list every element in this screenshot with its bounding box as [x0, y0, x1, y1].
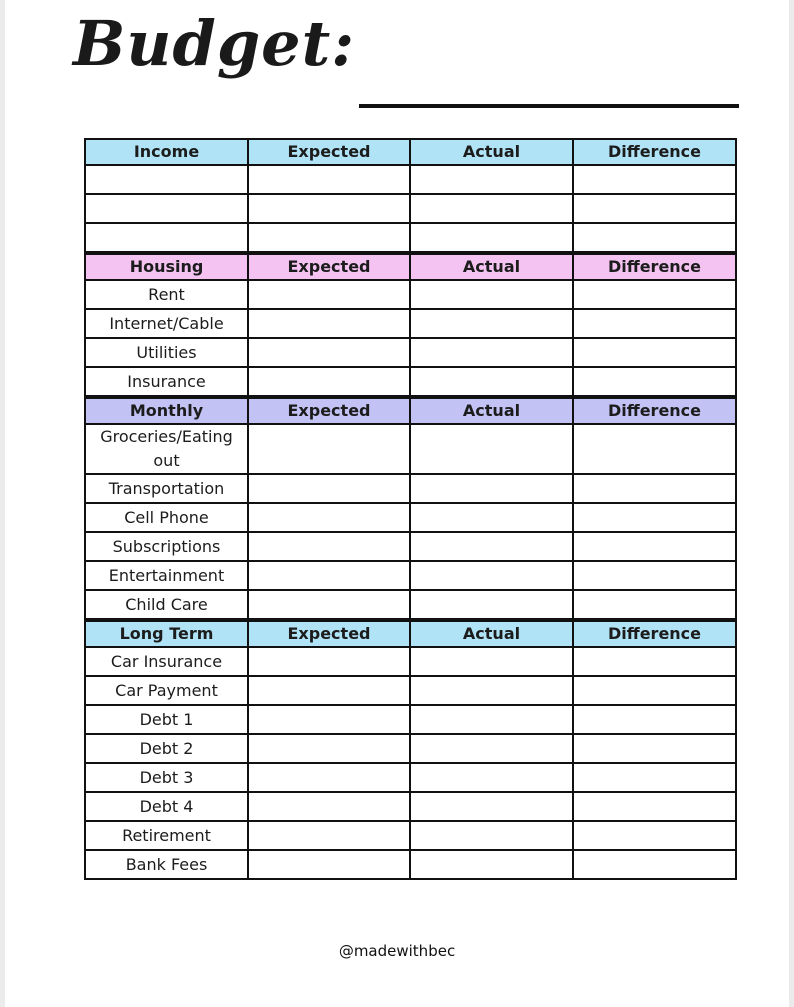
- actual-cell[interactable]: [410, 280, 573, 309]
- actual-cell[interactable]: [410, 821, 573, 850]
- expected-cell[interactable]: [248, 532, 410, 561]
- table-row: [85, 821, 736, 850]
- actual-cell[interactable]: [410, 850, 573, 879]
- actual-cell[interactable]: [410, 561, 573, 590]
- row-label: Car Insurance: [85, 647, 248, 676]
- expected-cell[interactable]: [248, 367, 410, 397]
- actual-cell[interactable]: [410, 647, 573, 676]
- actual-cell[interactable]: [410, 590, 573, 620]
- row-label: Debt 2: [85, 734, 248, 763]
- difference-cell[interactable]: [573, 676, 736, 705]
- expected-cell[interactable]: [248, 763, 410, 792]
- column-header-actual: Actual: [410, 139, 573, 165]
- actual-cell[interactable]: [410, 792, 573, 821]
- actual-cell[interactable]: [410, 503, 573, 532]
- expected-cell[interactable]: [248, 821, 410, 850]
- table-row: [85, 194, 736, 223]
- actual-cell[interactable]: [410, 424, 573, 474]
- table-row: [85, 309, 736, 338]
- expected-cell[interactable]: [248, 850, 410, 879]
- row-label: Child Care: [85, 590, 248, 620]
- difference-cell[interactable]: [573, 223, 736, 253]
- table-row: [85, 474, 736, 503]
- row-label: [85, 194, 248, 223]
- table-row: [85, 647, 736, 676]
- difference-cell[interactable]: [573, 792, 736, 821]
- section-label: Housing: [85, 253, 248, 280]
- row-label: Debt 4: [85, 792, 248, 821]
- actual-cell[interactable]: [410, 338, 573, 367]
- actual-cell[interactable]: [410, 532, 573, 561]
- expected-cell[interactable]: [248, 194, 410, 223]
- column-header-expected: Expected: [248, 397, 410, 424]
- difference-cell[interactable]: [573, 367, 736, 397]
- table-row: [85, 532, 736, 561]
- column-header-actual: Actual: [410, 397, 573, 424]
- difference-cell[interactable]: [573, 763, 736, 792]
- row-label: Retirement: [85, 821, 248, 850]
- row-label: Bank Fees: [85, 850, 248, 879]
- column-header-difference: Difference: [573, 139, 736, 165]
- difference-cell[interactable]: [573, 309, 736, 338]
- column-header-difference: Difference: [573, 397, 736, 424]
- column-header-difference: Difference: [573, 253, 736, 280]
- expected-cell[interactable]: [248, 165, 410, 194]
- actual-cell[interactable]: [410, 165, 573, 194]
- difference-cell[interactable]: [573, 338, 736, 367]
- row-label: Groceries/Eating out: [85, 424, 248, 474]
- table-row: [85, 165, 736, 194]
- difference-cell[interactable]: [573, 590, 736, 620]
- section-header-income: [85, 139, 736, 165]
- row-label: [85, 165, 248, 194]
- page-title: Budget:: [73, 7, 356, 80]
- difference-cell[interactable]: [573, 474, 736, 503]
- expected-cell[interactable]: [248, 705, 410, 734]
- column-header-expected: Expected: [248, 253, 410, 280]
- row-label: Utilities: [85, 338, 248, 367]
- table-row: [85, 280, 736, 309]
- expected-cell[interactable]: [248, 590, 410, 620]
- section-header-long-term: [85, 620, 736, 647]
- expected-cell[interactable]: [248, 676, 410, 705]
- difference-cell[interactable]: [573, 503, 736, 532]
- actual-cell[interactable]: [410, 309, 573, 338]
- expected-cell[interactable]: [248, 338, 410, 367]
- row-label: Debt 1: [85, 705, 248, 734]
- table-row: [85, 792, 736, 821]
- column-header-expected: Expected: [248, 620, 410, 647]
- actual-cell[interactable]: [410, 705, 573, 734]
- section-header-monthly: [85, 397, 736, 424]
- difference-cell[interactable]: [573, 850, 736, 879]
- difference-cell[interactable]: [573, 561, 736, 590]
- difference-cell[interactable]: [573, 705, 736, 734]
- expected-cell[interactable]: [248, 474, 410, 503]
- table-row: [85, 424, 736, 474]
- expected-cell[interactable]: [248, 424, 410, 474]
- row-label: Internet/Cable: [85, 309, 248, 338]
- row-label: Entertainment: [85, 561, 248, 590]
- column-header-actual: Actual: [410, 253, 573, 280]
- section-header-housing: [85, 253, 736, 280]
- title-underline: [359, 104, 739, 108]
- actual-cell[interactable]: [410, 734, 573, 763]
- budget-table: [84, 138, 737, 880]
- table-row: [85, 705, 736, 734]
- expected-cell[interactable]: [248, 561, 410, 590]
- expected-cell[interactable]: [248, 309, 410, 338]
- row-label: Car Payment: [85, 676, 248, 705]
- table-row: [85, 590, 736, 620]
- row-label: Rent: [85, 280, 248, 309]
- table-row: [85, 850, 736, 879]
- table-row: [85, 367, 736, 397]
- difference-cell[interactable]: [573, 165, 736, 194]
- section-label: Monthly: [85, 397, 248, 424]
- row-label: [85, 223, 248, 253]
- expected-cell[interactable]: [248, 734, 410, 763]
- table-row: [85, 338, 736, 367]
- table-row: [85, 763, 736, 792]
- expected-cell[interactable]: [248, 223, 410, 253]
- expected-cell[interactable]: [248, 503, 410, 532]
- expected-cell[interactable]: [248, 647, 410, 676]
- table-row: [85, 734, 736, 763]
- difference-cell[interactable]: [573, 194, 736, 223]
- row-label: Transportation: [85, 474, 248, 503]
- row-label: Subscriptions: [85, 532, 248, 561]
- expected-cell[interactable]: [248, 280, 410, 309]
- actual-cell[interactable]: [410, 676, 573, 705]
- table-row: [85, 561, 736, 590]
- column-header-difference: Difference: [573, 620, 736, 647]
- difference-cell[interactable]: [573, 532, 736, 561]
- section-label: Long Term: [85, 620, 248, 647]
- actual-cell[interactable]: [410, 367, 573, 397]
- difference-cell[interactable]: [573, 280, 736, 309]
- column-header-expected: Expected: [248, 139, 410, 165]
- table-row: [85, 503, 736, 532]
- row-label: Cell Phone: [85, 503, 248, 532]
- actual-cell[interactable]: [410, 223, 573, 253]
- footer-credit: @madewithbec: [338, 942, 456, 960]
- actual-cell[interactable]: [410, 763, 573, 792]
- table-row: [85, 223, 736, 253]
- row-label: Insurance: [85, 367, 248, 397]
- row-label: Debt 3: [85, 763, 248, 792]
- difference-cell[interactable]: [573, 734, 736, 763]
- difference-cell[interactable]: [573, 821, 736, 850]
- expected-cell[interactable]: [248, 792, 410, 821]
- actual-cell[interactable]: [410, 194, 573, 223]
- difference-cell[interactable]: [573, 647, 736, 676]
- difference-cell[interactable]: [573, 424, 736, 474]
- section-label: Income: [85, 139, 248, 165]
- column-header-actual: Actual: [410, 620, 573, 647]
- table-row: [85, 676, 736, 705]
- actual-cell[interactable]: [410, 474, 573, 503]
